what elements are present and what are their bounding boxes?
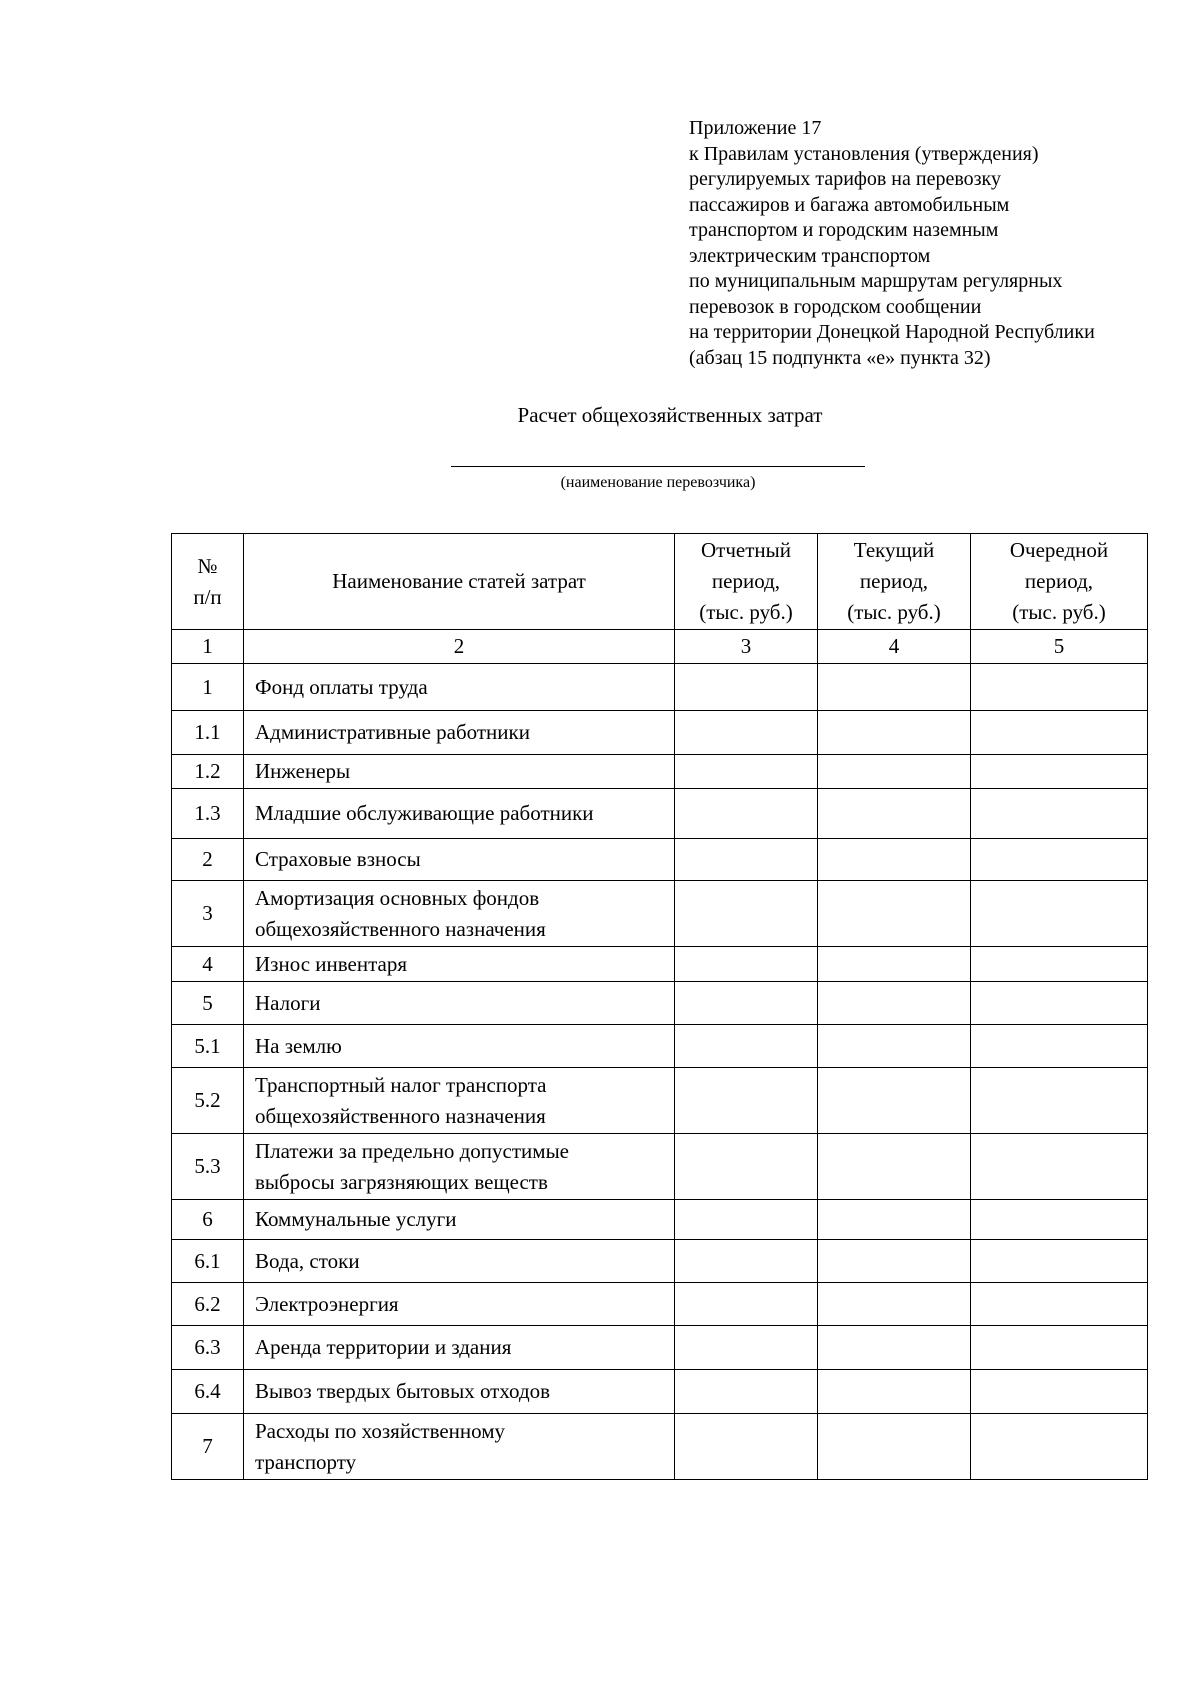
reported-period-value[interactable] [675,1326,818,1370]
reported-period-value[interactable] [675,1134,818,1200]
reported-period-value[interactable] [675,982,818,1025]
row-number: 1 [172,664,244,711]
carrier-name-caption: (наименование перевозчика) [560,474,756,491]
current-period-value[interactable] [818,789,971,839]
cost-item-name-line: Аренда территории и здания [255,1335,512,1359]
next-period-value[interactable] [971,1370,1148,1414]
table-row [172,1134,1148,1200]
appendix-line: Приложение 17 [689,117,822,139]
next-period-value[interactable] [971,1326,1148,1370]
appendix-line: перевозок в городском сообщении [689,295,982,318]
reported-period-value[interactable] [675,1370,818,1414]
next-period-value[interactable] [971,1200,1148,1240]
current-period-value[interactable] [818,1134,971,1200]
appendix-line: к Правилам установления (утверждения) [689,142,1039,165]
reported-period-value[interactable] [675,1025,818,1068]
cost-item-name-line: Страховые взносы [255,847,421,871]
row-number: 1.1 [172,711,244,755]
table-row [172,1414,1148,1480]
column-number: 4 [818,630,971,664]
row-number: 5 [172,982,244,1025]
cost-item-name-line: Административные работники [255,720,530,744]
row-number: 6.3 [172,1326,244,1370]
header-next-line: (тыс. руб.) [1012,600,1106,624]
reported-period-value[interactable] [675,1414,818,1480]
current-period-value[interactable] [818,947,971,982]
column-number: 5 [971,630,1148,664]
cost-item-name-line: Налоги [255,990,321,1015]
table-row [172,839,1148,881]
table-row [172,789,1148,839]
table-row [172,1240,1148,1283]
row-number: 5.1 [172,1025,244,1068]
current-period-value[interactable] [818,1068,971,1134]
cost-table [171,533,1148,1480]
next-period-value[interactable] [971,755,1148,789]
next-period-value[interactable] [971,664,1148,711]
cost-item-name-line: общехозяйственного назначения [255,916,546,941]
cost-item-name-line: Платежи за предельно допустимые [255,1138,569,1163]
current-period-value[interactable] [818,664,971,711]
cost-item-name-line: транспорту [255,1449,357,1474]
cost-item-name [244,755,675,789]
table-row [172,755,1148,789]
row-number: 3 [172,881,244,947]
cost-item-name [244,1025,675,1068]
appendix-line: на территории Донецкой Народной Республики [689,321,1095,343]
cost-item-name [244,881,675,947]
cost-item-name-line: Вода, стоки [255,1248,360,1273]
table-row [172,1200,1148,1240]
cost-item-name [244,1200,675,1240]
cost-item-name-line: Электроэнергия [255,1291,399,1316]
current-period-value[interactable] [818,1326,971,1370]
cost-item-name-line: Младшие обслуживающие работники [255,801,594,825]
row-number: 1.2 [172,755,244,789]
current-period-value[interactable] [818,1414,971,1480]
appendix-line: (абзац 15 подпункта «е» пункта 32) [689,346,991,369]
cost-item-name-line: общехозяйственного назначения [255,1103,546,1128]
current-period-value[interactable] [818,711,971,755]
cost-item-name [244,1326,675,1370]
reported-period-value[interactable] [675,755,818,789]
table-row [172,1025,1148,1068]
current-period-value[interactable] [818,1025,971,1068]
cost-item-name [244,947,675,982]
cost-item-name-line: Износ инвентаря [255,951,408,976]
row-number: 6 [172,1200,244,1240]
row-number: 6.2 [172,1283,244,1326]
header-next-period [971,534,1148,630]
cost-item-name-line: Амортизация основных фондов [255,885,540,910]
document-title: Расчет общехозяйственных затрат [517,403,823,427]
reported-period-value[interactable] [675,1283,818,1326]
next-period-value[interactable] [971,881,1148,947]
header-current-period [818,534,971,630]
row-number: 4 [172,947,244,982]
cost-item-name [244,711,675,755]
column-number: 2 [244,630,675,664]
header-num [172,534,244,630]
cost-item-name-line: Вывоз твердых бытовых отходов [255,1379,551,1403]
header-row [172,534,1148,630]
cost-item-name [244,839,675,881]
row-number: 7 [172,1414,244,1480]
cost-item-name [244,1134,675,1200]
reported-period-value[interactable] [675,664,818,711]
current-period-value[interactable] [818,1283,971,1326]
current-period-value[interactable] [818,1370,971,1414]
current-period-value[interactable] [818,881,971,947]
row-number: 5.2 [172,1068,244,1134]
header-current-line: период, [859,569,929,593]
reported-period-value[interactable] [675,789,818,839]
header-reported-period [675,534,818,630]
next-period-value[interactable] [971,982,1148,1025]
reported-period-value[interactable] [675,881,818,947]
cost-item-name-line: Фонд оплаты труда [255,674,428,699]
next-period-value[interactable] [971,1240,1148,1283]
reported-period-value[interactable] [675,1240,818,1283]
row-number: 5.3 [172,1134,244,1200]
next-period-value[interactable] [971,711,1148,755]
reported-period-value[interactable] [675,711,818,755]
cost-item-name [244,1370,675,1414]
header-reported-line: (тыс. руб.) [699,600,793,624]
table-row [172,1068,1148,1134]
next-period-value[interactable] [971,947,1148,982]
cost-item-name-line: Транспортный налог транспорта [255,1072,547,1097]
header-reported-line: период, [711,569,781,593]
current-period-value[interactable] [818,839,971,881]
table-row [172,947,1148,982]
appendix-line: электрическим транспортом [689,244,931,267]
column-number: 3 [675,630,818,664]
reported-period-value[interactable] [675,1200,818,1240]
reported-period-value[interactable] [675,839,818,881]
header-num-line: № [197,553,218,578]
next-period-value[interactable] [971,789,1148,839]
next-period-value[interactable] [971,1068,1148,1134]
next-period-value[interactable] [971,1134,1148,1200]
header-reported-line: Отчетный [701,538,791,562]
cost-item-name [244,664,675,711]
cost-item-name [244,1240,675,1283]
cost-item-name [244,1283,675,1326]
table-row [172,1326,1148,1370]
header-next-line: Очередной [1009,538,1109,562]
column-number-row [172,630,1148,664]
reported-period-value[interactable] [675,1068,818,1134]
carrier-name-blank[interactable] [451,466,865,467]
cost-item-name-line: На землю [255,1033,342,1058]
cost-item-name-line: выбросы загрязняющих веществ [255,1169,548,1194]
next-period-value[interactable] [971,839,1148,881]
cost-item-name [244,982,675,1025]
table-row [172,711,1148,755]
row-number: 6.1 [172,1240,244,1283]
table-row [172,881,1148,947]
next-period-value[interactable] [971,1414,1148,1480]
header-current-line: (тыс. руб.) [847,600,941,624]
current-period-value[interactable] [818,982,971,1025]
reported-period-value[interactable] [675,947,818,982]
current-period-value[interactable] [818,1240,971,1283]
appendix-line: транспортом и городским наземным [689,219,999,241]
row-number: 2 [172,839,244,881]
table-row [172,664,1148,711]
table-row [172,1283,1148,1326]
appendix-line: пассажиров и багажа автомобильным [689,193,1010,216]
header-next-line: период, [1024,569,1094,593]
current-period-value[interactable] [818,1200,971,1240]
appendix-line: по муниципальным маршрутам регулярных [689,270,1063,292]
next-period-value[interactable] [971,1025,1148,1068]
cost-item-name [244,1068,675,1134]
table-row [172,982,1148,1025]
table-row [172,1370,1148,1414]
appendix-line: регулируемых тарифов на перевозку [689,168,1001,190]
cost-item-name-line: Расходы по хозяйственному [255,1418,506,1443]
row-number: 1.3 [172,789,244,839]
cost-item-name-line: Коммунальные услуги [255,1207,457,1231]
cost-item-name-line: Инженеры [255,759,351,783]
column-number: 1 [172,630,244,664]
header-current-line: Текущий [853,538,935,562]
cost-item-name [244,789,675,839]
current-period-value[interactable] [818,755,971,789]
header-name: Наименование статей затрат [244,534,675,630]
appendix-reference [689,116,1189,371]
next-period-value[interactable] [971,1283,1148,1326]
row-number: 6.4 [172,1370,244,1414]
cost-item-name [244,1414,675,1480]
header-num-line: п/п [193,584,222,609]
